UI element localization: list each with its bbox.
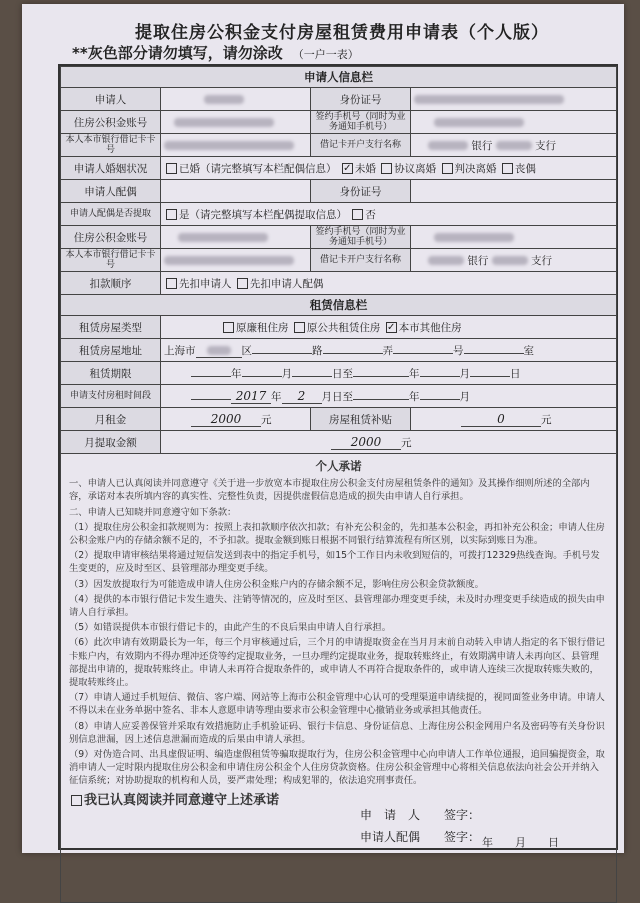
- subsidy-label: 房屋租赁补贴: [311, 408, 411, 431]
- period-y1: 年: [231, 367, 242, 380]
- rent-section-header: 租赁信息栏: [61, 295, 617, 316]
- address-lane: 弄: [382, 344, 393, 357]
- address-field[interactable]: [161, 339, 617, 362]
- date-line[interactable]: 年 月 日: [482, 836, 559, 849]
- spouse-bank-card-field[interactable]: [161, 249, 311, 272]
- pay-d1: 日至: [332, 390, 353, 403]
- spouse-name-field[interactable]: [161, 180, 311, 203]
- deduct-applicant: 先扣申请人: [179, 277, 232, 290]
- monthly-rent-value: 2000: [191, 412, 261, 427]
- marital-option-married: 已婚（请完整填写本栏配偶信息）: [179, 162, 337, 175]
- deduct-label: 扣款顺序: [61, 272, 161, 295]
- applicant-signature[interactable]: 申 请 人 签字：: [360, 808, 481, 822]
- spouse-extract-yes-checkbox[interactable]: [166, 209, 177, 220]
- pay-period-label: 申请支付房租时间段: [61, 385, 161, 408]
- pay-m2: 月: [459, 390, 470, 403]
- marital-option-widowed: 丧偶: [514, 162, 536, 175]
- rent-type-label: 租赁房屋类型: [61, 316, 161, 339]
- rent-type-low-rent-checkbox[interactable]: [223, 322, 234, 333]
- marital-option-unmarried: 未婚: [354, 162, 376, 175]
- applicant-name-field[interactable]: [161, 88, 311, 111]
- spouse-extract-options: [161, 203, 617, 226]
- bank-card-label: 本人本市银行借记卡卡号: [61, 134, 161, 157]
- marital-checkbox-agreement-divorce[interactable]: [381, 163, 392, 174]
- deduct-options: [161, 272, 617, 295]
- bank-card-field[interactable]: [161, 134, 311, 157]
- promise-paragraph: （1）提取住房公积金扣款规则为：按照上表扣款顺序依次扣款；有补充公积金的，先扣基本公积金，再扣补充公积金；申请人住房公积金账户内的存储余额不足的，不予扣款。提取金额到账日根据不同银行结算流程有所区别，以实际到账日为准。: [69, 521, 605, 547]
- rent-type-options: [161, 316, 617, 339]
- spouse-phone-label: 签约手机号（同时为业务通知手机号）: [311, 226, 411, 249]
- promise-paragraph: （8）申请人应妥善保管并采取有效措施防止手机验证码、银行卡信息、身份证信息、上海住房公积金网用户名及密码等有关身份识别信息泄漏，因上述信息泄漏而造成的后果由申请人承担。: [69, 720, 605, 745]
- agree-row: [69, 794, 608, 807]
- address-district: 区: [241, 344, 252, 357]
- marital-option-agreement-divorce: 协议离婚: [394, 162, 437, 175]
- promise-paragraph: （7）申请人通过手机短信、微信、客户端、网站等上海市公积金管理中心认可的受理渠道申请续提的，视同面签业务申请。申请人不得以未在业务单据中签名、非本人意愿申请等理由要求市公积金管理中心撤销业务或承担其他责任。: [69, 692, 605, 717]
- spouse-extract-no: 否: [365, 208, 376, 221]
- period-field[interactable]: [161, 362, 617, 385]
- spouse-id-label: 身份证号: [311, 180, 411, 203]
- promise-paragraph: （3）因发放提取行为可能造成申请人住房公积金账户内的存储余额不足，影响住房公积金贷款额度。: [69, 578, 484, 590]
- rent-type-other: 本市其他住房: [398, 321, 462, 334]
- applicant-section-header: 申请人信息栏: [61, 67, 617, 88]
- monthly-extract-label: 月提取金额: [61, 431, 161, 454]
- address-road: 路: [312, 344, 323, 357]
- phone-label: 签约手机号（同时为业务通知手机号）: [311, 111, 411, 134]
- marital-option-court-divorce: 判决离婚: [454, 162, 497, 175]
- spouse-bank-name-field[interactable]: [411, 249, 617, 272]
- promise-paragraph: 一、申请人已认真阅读并同意遵守《关于进一步放宽本市提取住房公积金支付房屋租赁条件的通知》及其操作细则所述的全部内容，承诺对本表所填内容的真实性、完整性负责，因提供虚假信息造成的损失由申请人自行承担。: [69, 478, 590, 503]
- deduct-spouse: 先扣申请人配偶: [249, 277, 324, 290]
- marital-checkbox-married[interactable]: [166, 163, 177, 174]
- phone-field[interactable]: [411, 111, 617, 134]
- id-label: 身份证号: [311, 88, 411, 111]
- pay-m1: 月: [321, 390, 332, 403]
- spouse-label: 申请人配偶: [61, 180, 161, 203]
- spouse-bank-word: 银行: [467, 254, 489, 267]
- period-m2: 月: [459, 367, 470, 380]
- bank-name-label: 借记卡开户支行名称: [311, 134, 411, 157]
- monthly-extract-yuan: 元: [401, 436, 412, 449]
- period-m1: 月: [281, 367, 292, 380]
- spouse-account-label: 住房公积金账号: [61, 226, 161, 249]
- subsidy-field[interactable]: [411, 408, 617, 431]
- agree-text: 我已认真阅读并同意遵守上述承诺: [84, 792, 280, 808]
- applicant-table: [60, 66, 617, 903]
- form-title: 提取住房公积金支付房屋租赁费用申请表（个人版）: [135, 23, 549, 43]
- pay-y1: 年: [271, 390, 282, 403]
- rent-type-other-checkbox[interactable]: ✓: [386, 322, 396, 333]
- promise-header: 个人承诺: [315, 459, 362, 473]
- bank-name-field[interactable]: [411, 134, 617, 157]
- marital-checkbox-court-divorce[interactable]: [442, 163, 453, 174]
- monthly-rent-yuan: 元: [261, 413, 272, 426]
- account-label: 住房公积金账号: [61, 111, 161, 134]
- address-city: 上海市: [164, 344, 196, 357]
- promise-paragraph: （9）对伪造合同、出具虚假证明、编造虚假租赁等骗取提取行为，住房公积金管理中心向申请人工作单位通报，追回骗提资金，取消申请人一定时限内提取住房公积金和申请住房公积金个人住房贷款资格。住房公积金管理中心将相关信息依法向社会公开并纳入征信系统；对协助提取的机构和人员，要严肃处理；构成犯罪的，依法追究刑事责任。: [69, 749, 605, 787]
- deduct-spouse-checkbox[interactable]: [237, 278, 248, 289]
- spouse-account-field[interactable]: [161, 226, 311, 249]
- rent-type-public-checkbox[interactable]: [294, 322, 305, 333]
- grey-notice-text: **灰色部分请勿填写，请勿涂改: [72, 44, 283, 62]
- period-label: 租赁期限: [61, 362, 161, 385]
- promise-paragraph: （4）提供的本市银行借记卡发生遗失、注销等情况的，应及时至区、县管理部办理变更手续，未及时办理变更手续造成的损失由申请人自行承担。: [69, 593, 605, 619]
- address-room: 室: [523, 344, 534, 357]
- monthly-rent-field[interactable]: [161, 408, 311, 431]
- address-label: 租赁房屋地址: [61, 339, 161, 362]
- spouse-id-field[interactable]: [411, 180, 617, 203]
- spouse-signature[interactable]: 申请人配偶 签字：: [360, 830, 481, 844]
- pay-start-month: 2: [282, 389, 322, 404]
- pay-start-year: 2017: [231, 389, 271, 404]
- promise-paragraph: （5）如错误提供本市银行借记卡的，由此产生的不良后果由申请人自行承担。: [69, 622, 392, 634]
- spouse-extract-no-checkbox[interactable]: [352, 209, 363, 220]
- copy-note: （一户一表）: [292, 48, 359, 61]
- promise-paragraph: 二、申请人已知晓并同意遵守如下条款：: [69, 506, 237, 518]
- monthly-extract-value: 2000: [331, 435, 401, 450]
- rent-type-public: 原公共租赁住房: [306, 321, 381, 334]
- applicant-label: 申请人: [61, 88, 161, 111]
- account-field[interactable]: [161, 111, 311, 134]
- bank-word: 银行: [471, 139, 493, 152]
- promise-paragraph: （2）提取申请审核结果将通过短信发送到表中的指定手机号，如15个工作日内未收到短信的，可拨打12329热线查询。手机号发生变更的，应及时至区、县管理部办理变更手续。: [69, 550, 600, 575]
- marital-options: [161, 157, 617, 180]
- monthly-extract-field[interactable]: [161, 431, 617, 454]
- period-d2: 日: [510, 367, 521, 380]
- grey-notice: [72, 42, 359, 63]
- marital-label: 申请人婚姻状况: [61, 157, 161, 180]
- form-frame: [58, 64, 618, 850]
- spouse-extract-label: 申请人配偶是否提取: [61, 203, 161, 226]
- monthly-rent-label: 月租金: [61, 408, 161, 431]
- promise-paragraph: （6）此次申请有效期最长为一年，每三个月审核通过后，三个月的申请提取资金在当月月末前自动转入申请人指定的名下银行借记卡账户内，有效期内不得办理冲还贷等约定提取业务，一旦办理约定提取业务，提取转账终止，有效期满申请人未再向区、县管理部提出申请的，提取转账终止。申请人未再符合提取条件的，或申请人不再符合提取条件的，或申请人连续三次提取转账失败的，提取转账终止。: [69, 637, 605, 689]
- subsidy-value: 0: [461, 412, 541, 427]
- branch-word: 支行: [535, 139, 557, 152]
- period-d1: 日至: [332, 367, 353, 380]
- spouse-bank-card-label: 本人本市银行借记卡卡号: [61, 249, 161, 272]
- rent-type-low-rent: 原廉租住房: [236, 321, 289, 334]
- spouse-extract-yes: 是（请完整填写本栏配偶提取信息）: [179, 208, 347, 221]
- deduct-applicant-checkbox[interactable]: [166, 278, 177, 289]
- pay-y2: 年: [409, 390, 420, 403]
- agree-checkbox[interactable]: [71, 795, 82, 806]
- address-number: 号: [453, 344, 464, 357]
- pay-period-field[interactable]: [161, 385, 617, 408]
- spouse-branch-word: 支行: [531, 254, 553, 267]
- period-y2: 年: [409, 367, 420, 380]
- form-paper: [22, 4, 624, 853]
- spouse-bank-name-label: 借记卡开户支行名称: [311, 249, 411, 272]
- id-field[interactable]: [411, 88, 617, 111]
- marital-checkbox-widowed[interactable]: [502, 163, 513, 174]
- spouse-phone-field[interactable]: [411, 226, 617, 249]
- subsidy-yuan: 元: [541, 413, 552, 426]
- marital-checkbox-unmarried[interactable]: ✓: [343, 163, 352, 174]
